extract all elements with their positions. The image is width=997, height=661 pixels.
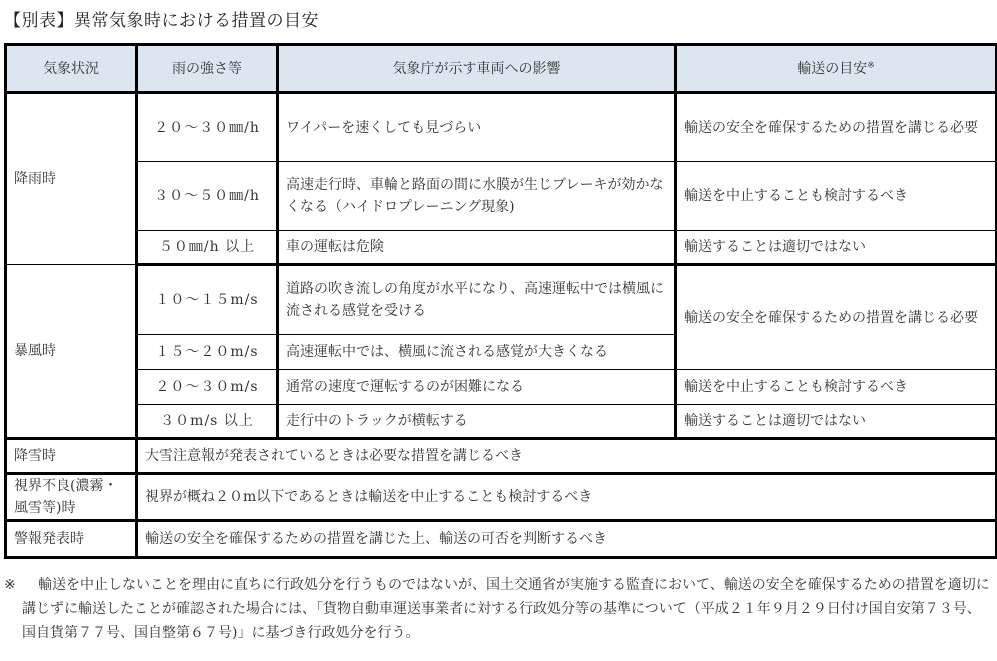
guideline-cell: 輸送することは適切ではない [676, 231, 997, 265]
table-row [6, 93, 997, 162]
intensity-cell: １５～２０m/s [137, 335, 278, 370]
weather-measures-table [4, 43, 997, 559]
footnote-mark: ※ [867, 60, 875, 71]
impact-cell: 高速運転中では、横風に流される感覚が大きくなる [278, 335, 676, 370]
table-row [6, 370, 997, 405]
intensity-cell: ２０～３０㎜/h [137, 93, 278, 162]
condition-warning: 警報発表時 [6, 521, 137, 558]
guideline-cell-merged: 輸送の安全を確保するための措置を講じる必要 [676, 265, 997, 370]
condition-visibility: 視界不良(濃霧・風雪等)時 [6, 474, 137, 521]
table-header-row [6, 45, 997, 93]
intensity-cell: ２０～３０m/s [137, 370, 278, 405]
guideline-cell: 輸送の安全を確保するための措置を講じる必要 [676, 93, 997, 162]
guideline-cell: 輸送を中止することも検討するべき [676, 162, 997, 231]
impact-cell: 通常の速度で運転するのが困難になる [278, 370, 676, 405]
header-guideline-label: 輸送の目安 [797, 60, 868, 77]
header-impact: 気象庁が示す車両への影響 [278, 45, 676, 93]
footnote-text: 輸送を中止しないことを理由に直ちに行政処分を行うものではないが、国土交通省が実施する監査において、輸送の安全を確保するための措置を適切に講じずに輸送したことが確認された場合には、「貨物自動車運送事業者に対する行政処分等の基準について（平成２１年９月２９日付け国自安第７３号、国自貨第７７号、国自整第６７号)」に基づき行政処分を行う。 [22, 577, 990, 641]
condition-storm: 暴風時 [6, 265, 137, 439]
impact-cell: 走行中のトラックが横転する [278, 405, 676, 439]
condition-snow: 降雪時 [6, 439, 137, 474]
guideline-cell: 輸送することは適切ではない [676, 405, 997, 439]
intensity-cell: ３０～５０㎜/h [137, 162, 278, 231]
table-row [6, 521, 997, 558]
visibility-guideline: 視界が概ね２０m以下であるときは輸送を中止することも検討するべき [137, 474, 997, 521]
footnote-mark: ※ [4, 577, 16, 593]
impact-cell: ワイパーを速くしても見づらい [278, 93, 676, 162]
table-row [6, 439, 997, 474]
page-title: 【別表】異常気象時における措置の目安 [4, 11, 319, 31]
table-row [6, 231, 997, 265]
impact-cell: 車の運転は危険 [278, 231, 676, 265]
intensity-cell: ３０m/s 以上 [137, 405, 278, 439]
condition-rain: 降雨時 [6, 93, 137, 265]
header-intensity: 雨の強さ等 [137, 45, 278, 93]
snow-guideline: 大雪注意報が発表されているときは必要な措置を講じるべき [137, 439, 997, 474]
table-row [6, 162, 997, 231]
guideline-cell: 輸送を中止することも検討するべき [676, 370, 997, 405]
intensity-cell: １０～１５m/s [137, 265, 278, 335]
impact-cell: 高速走行時、車輪と路面の間に水膜が生じブレーキが効かなくなる（ハイドロプレーニング現象) [278, 162, 676, 231]
footnote [4, 573, 994, 645]
header-guideline [676, 45, 997, 93]
table-row [6, 265, 997, 335]
table-row [6, 405, 997, 439]
header-condition: 気象状況 [6, 45, 137, 93]
table-row [6, 474, 997, 521]
intensity-cell: ５０㎜/h 以上 [137, 231, 278, 265]
warning-guideline: 輸送の安全を確保するための措置を講じた上、輸送の可否を判断するべき [137, 521, 997, 558]
impact-cell: 道路の吹き流しの角度が水平になり、高速運転中では横風に流される感覚を受ける [278, 265, 676, 335]
